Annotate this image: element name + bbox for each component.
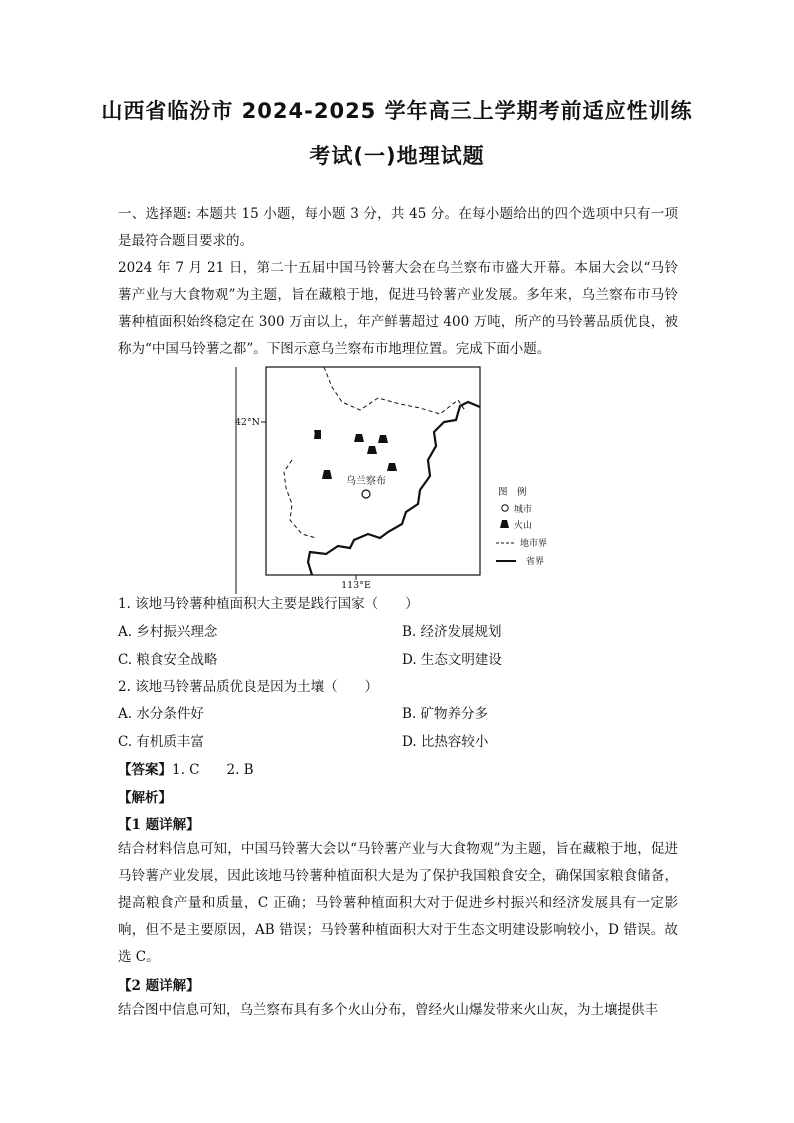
answer-value: 1. C 2. B xyxy=(172,762,254,778)
legend-city-label: 城市 xyxy=(514,505,533,515)
legend-city-boundary-label: 地市界 xyxy=(520,539,548,549)
legend-title: 图 例 xyxy=(498,487,527,498)
question-2-option-c: C. 有机质丰富 xyxy=(118,734,204,750)
city-boundary-line xyxy=(324,367,466,414)
question-2-option-a: A. 水分条件好 xyxy=(118,706,204,722)
city-label: 乌兰察布 xyxy=(346,476,386,487)
detail-2-label: 【2 题详解】 xyxy=(118,978,200,994)
legend-volcano-icon xyxy=(500,520,509,528)
volcano-icon xyxy=(387,463,397,471)
volcano-icon xyxy=(314,430,321,439)
question-1-option-c: C. 粮食安全战略 xyxy=(118,652,218,668)
section-intro: 一、选择题: 本题共 15 小题，每小题 3 分，共 45 分。在每小题给出的四个选项中只有一项是最符合题目要求的。 xyxy=(118,206,678,249)
question-2-option-d: D. 比热容较小 xyxy=(402,734,489,750)
map-legend xyxy=(496,486,547,567)
latitude-label: 42°N xyxy=(234,417,260,428)
answer-label: 【答案】 xyxy=(118,762,172,778)
legend-city-icon xyxy=(502,505,508,511)
province-boundary-line xyxy=(308,402,480,575)
question-2-stem: 2. 该地马铃薯品质优良是因为土壤（ ） xyxy=(118,679,379,695)
longitude-label: 113°E xyxy=(341,580,371,591)
city-marker xyxy=(362,490,370,498)
question-1-option-d: D. 生态文明建设 xyxy=(402,652,502,668)
detail-1-text: 结合材料信息可知，中国马铃薯大会以“马铃薯产业与大食物观”为主题，旨在藏粮于地，促进马铃薯产业发展，因此该地马铃薯种植面积大是为了保护我国粮食安全，确保国家粮食储备，提高粮食产量和质量，C 正确；马铃薯种植面积大对于促进乡村振兴和经济发展具有一定影响，但不是主要原因，AB 错误；马铃薯种植面积大对于生态文明建设影响较小，D 错误。故选 C。 xyxy=(118,841,678,965)
volcano-icon xyxy=(378,435,388,443)
volcano-icon xyxy=(367,446,377,454)
map-frame xyxy=(266,367,480,575)
detail-2-text: 结合图中信息可知，乌兰察布具有多个火山分布，曾经火山爆发带来火山灰，为土壤提供丰 xyxy=(118,1002,658,1018)
answer-line xyxy=(118,758,254,778)
title-line-1: 山西省临汾市 2024-2025 学年高三上学期考前适应性训练 xyxy=(101,99,693,123)
volcano-icon xyxy=(322,470,332,479)
question-1-option-b: B. 经济发展规划 xyxy=(402,624,502,640)
city-boundary-line-west xyxy=(284,460,316,538)
material-paragraph: 2024 年 7 月 21 日，第二十五届中国马铃薯大会在乌兰察布市盛大开幕。本届大会以“马铃薯产业与大食物观”为主题，旨在藏粮于地，促进马铃薯产业发展。多年来，乌兰察布市马铃薯种植面积始终稳定在 300 万亩以上，年产鲜薯超过 400 万吨，所产的马铃薯品质优良，被称为“中国马铃薯之都”。下图示意乌兰察布市地理位置。完成下面小题。 xyxy=(118,260,678,357)
legend-volcano-label: 火山 xyxy=(514,521,533,531)
title-line-2: 考试(一)地理试题 xyxy=(309,144,485,168)
detail-1-label: 【1 题详解】 xyxy=(118,817,200,833)
location-map xyxy=(230,362,570,594)
volcano-icon xyxy=(354,434,364,442)
analysis-label: 【解析】 xyxy=(118,790,172,806)
question-1-option-a: A. 乡村振兴理念 xyxy=(118,624,218,640)
question-2-option-b: B. 矿物养分多 xyxy=(402,706,489,722)
question-1-stem: 1. 该地马铃薯种植面积大主要是践行国家（ ） xyxy=(118,596,419,612)
legend-province-boundary-label: 省界 xyxy=(526,557,545,567)
